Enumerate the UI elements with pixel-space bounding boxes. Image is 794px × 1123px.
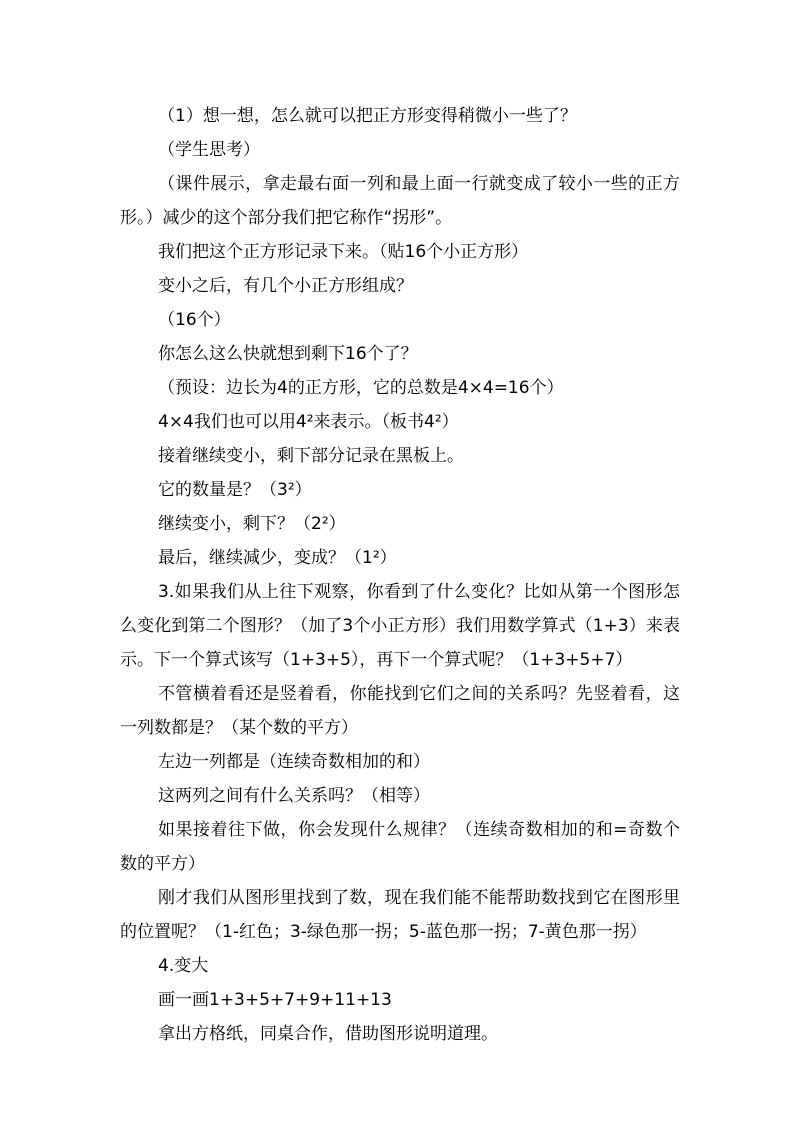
paragraph-6: （16个） (158, 310, 231, 330)
paragraph-21: 画一画1+3+5+7+9+11+13 (158, 990, 392, 1010)
paragraph-3: （课件展示，拿走最右面一列和最上面一行就变成了较小一些的正方形。）减少的这个部分我们把它称作“拐形”。 (120, 174, 680, 228)
paragraph-15: 不管横着看还是竖着看，你能找到它们之间的关系吗？先竖着看，这一列数都是？（某个数的平方） (120, 684, 680, 738)
paragraph-12: 继续变小，剩下？（2²） (158, 514, 346, 534)
paragraph-14: 3.如果我们从上往下观察，你看到了什么变化？比如从第一个图形怎么变化到第二个图形？（加了3个小正方形）我们用数学算式（1+3）来表示。下一个算式该写（1+3+5），再下一个算式呢？（1+3+5+7） (120, 582, 680, 670)
paragraph-13: 最后，继续减少，变成？（1²） (158, 548, 397, 568)
paragraph-7: 你怎么这么快就想到剩下16个了？ (158, 344, 418, 364)
document-body (120, 99, 680, 1051)
paragraph-8: （预设：边长为4的正方形，它的总数是4×4=16个） (158, 378, 564, 398)
paragraph-1: （1）想一想，怎么就可以把正方形变得稍微小一些了？ (158, 106, 577, 126)
paragraph-4: 我们把这个正方形记录下来。（贴16个小正方形） (158, 242, 529, 262)
paragraph-17: 这两列之间有什么关系吗？（相等） (158, 786, 430, 806)
paragraph-18: 如果接着往下做，你会发现什么规律？（连续奇数相加的和=奇数个数的平方） (120, 820, 680, 874)
paragraph-20: 4.变大 (158, 956, 209, 976)
paragraph-5: 变小之后，有几个小正方形组成？ (158, 276, 413, 296)
paragraph-11: 它的数量是？（3²） (158, 480, 312, 500)
paragraph-19: 刚才我们从图形里找到了数，现在我们能不能帮助数找到它在图形里的位置呢？（1-红色；3-绿色那一拐；5-蓝色那一拐；7-黄色那一拐） (120, 888, 680, 942)
paragraph-22: 拿出方格纸，同桌合作，借助图形说明道理。 (158, 1024, 498, 1044)
paragraph-9: 4×4我们也可以用4²来表示。（板书4²） (158, 412, 459, 432)
paragraph-16: 左边一列都是（连续奇数相加的和） (158, 752, 430, 772)
paragraph-2: （学生思考） (158, 140, 260, 160)
paragraph-10: 接着继续变小，剩下部分记录在黑板上。 (158, 446, 464, 466)
